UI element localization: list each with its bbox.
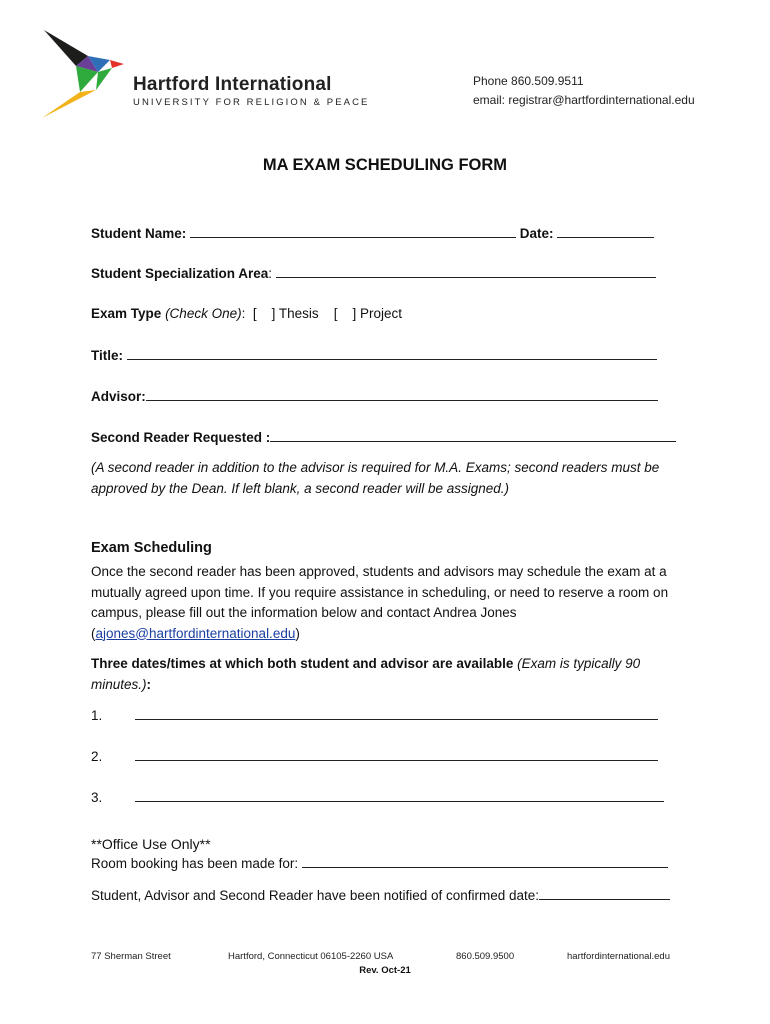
notified-label: Student, Advisor and Second Reader have been notified of confirmed date: — [91, 888, 540, 903]
notified-date-field[interactable] — [539, 887, 670, 900]
slot-row-2 — [91, 748, 658, 764]
advisor-field[interactable] — [146, 388, 658, 401]
footer-address: 77 Sherman Street — [91, 951, 171, 962]
title-row — [91, 347, 657, 363]
header-phone: Phone 860.509.9511 — [473, 74, 584, 88]
thesis-checkbox[interactable]: [ ] — [252, 306, 276, 321]
slot-field-3[interactable] — [135, 789, 664, 802]
slot-number: 2. — [91, 749, 103, 764]
advisor-row — [91, 388, 658, 404]
second-reader-label: Second Reader Requested : — [91, 430, 271, 445]
specialization-field[interactable] — [276, 265, 656, 278]
title-field[interactable] — [127, 347, 657, 360]
specialization-label: Student Specialization Area — [91, 266, 269, 281]
exam-type-colon: : — [241, 306, 246, 321]
specialization-colon: : — [268, 266, 273, 281]
university-logo — [40, 26, 130, 120]
student-name-field[interactable] — [190, 225, 516, 238]
revision-label: Rev. Oct-21 — [359, 965, 411, 976]
student-name-label: Student Name: — [91, 226, 187, 241]
project-option-label: Project — [359, 306, 402, 321]
slot-row-3 — [91, 789, 664, 805]
date-label: Date: — [519, 226, 554, 241]
availability-colon: : — [146, 676, 152, 692]
exam-type-label: Exam Type — [91, 306, 162, 321]
brand-tagline: UNIVERSITY FOR RELIGION & PEACE — [133, 97, 370, 108]
advisor-label: Advisor: — [91, 389, 146, 404]
notified-row — [91, 887, 670, 903]
room-booking-field[interactable] — [302, 855, 668, 868]
exam-type-hint: (Check One) — [165, 306, 242, 321]
office-use-heading: **Office Use Only** — [91, 836, 211, 852]
slot-row-1 — [91, 707, 658, 723]
thesis-option-label: Thesis — [278, 306, 319, 321]
specialization-row — [91, 265, 656, 281]
footer-phone: 860.509.9500 — [456, 951, 515, 962]
slot-number: 1. — [91, 708, 103, 723]
exam-type-row — [91, 306, 402, 321]
availability-italic-text: (Exam is typically 90 minutes.) — [91, 656, 641, 692]
paren-open: ( — [91, 625, 96, 641]
room-booking-row — [91, 855, 668, 871]
student-name-row — [91, 225, 654, 241]
scheduling-paragraph — [91, 562, 691, 644]
second-reader-field[interactable] — [270, 429, 676, 442]
scheduling-text: Once the second reader has been approved, students and advisors may schedule the exam at a mutually agreed upon time. If you require assistance in scheduling, or need to reserve a room on campus, please fill out the information below and contact Andrea Jones — [91, 564, 669, 620]
availability-instruction — [91, 654, 691, 695]
footer-website: hartfordinternational.edu — [567, 951, 670, 962]
contact-email-link[interactable]: ajones@hartfordinternational.edu — [95, 625, 296, 641]
bird-logo-icon — [40, 26, 130, 120]
exam-scheduling-heading: Exam Scheduling — [91, 540, 212, 556]
header-email: email: registrar@hartfordinternational.edu — [473, 93, 695, 107]
title-label: Title: — [91, 348, 124, 363]
date-field[interactable] — [557, 225, 654, 238]
second-reader-row — [91, 429, 676, 445]
slot-field-2[interactable] — [135, 748, 658, 761]
slot-field-1[interactable] — [135, 707, 658, 720]
form-title: MA EXAM SCHEDULING FORM — [262, 156, 508, 174]
project-checkbox[interactable]: [ ] — [333, 306, 357, 321]
paren-close: ) — [295, 625, 300, 641]
brand-name: Hartford International — [133, 74, 332, 95]
second-reader-note: (A second reader in addition to the advisor is required for M.A. Exams; second readers must be approved by the Dean. If left blank, a second reader will be assigned.) — [91, 460, 660, 496]
availability-bold-text: Three dates/times at which both student and advisor are available — [91, 656, 514, 671]
slot-number: 3. — [91, 790, 103, 805]
footer-city: Hartford, Connecticut 06105-2260 USA — [228, 951, 394, 962]
room-booking-label: Room booking has been made for: — [91, 856, 299, 871]
